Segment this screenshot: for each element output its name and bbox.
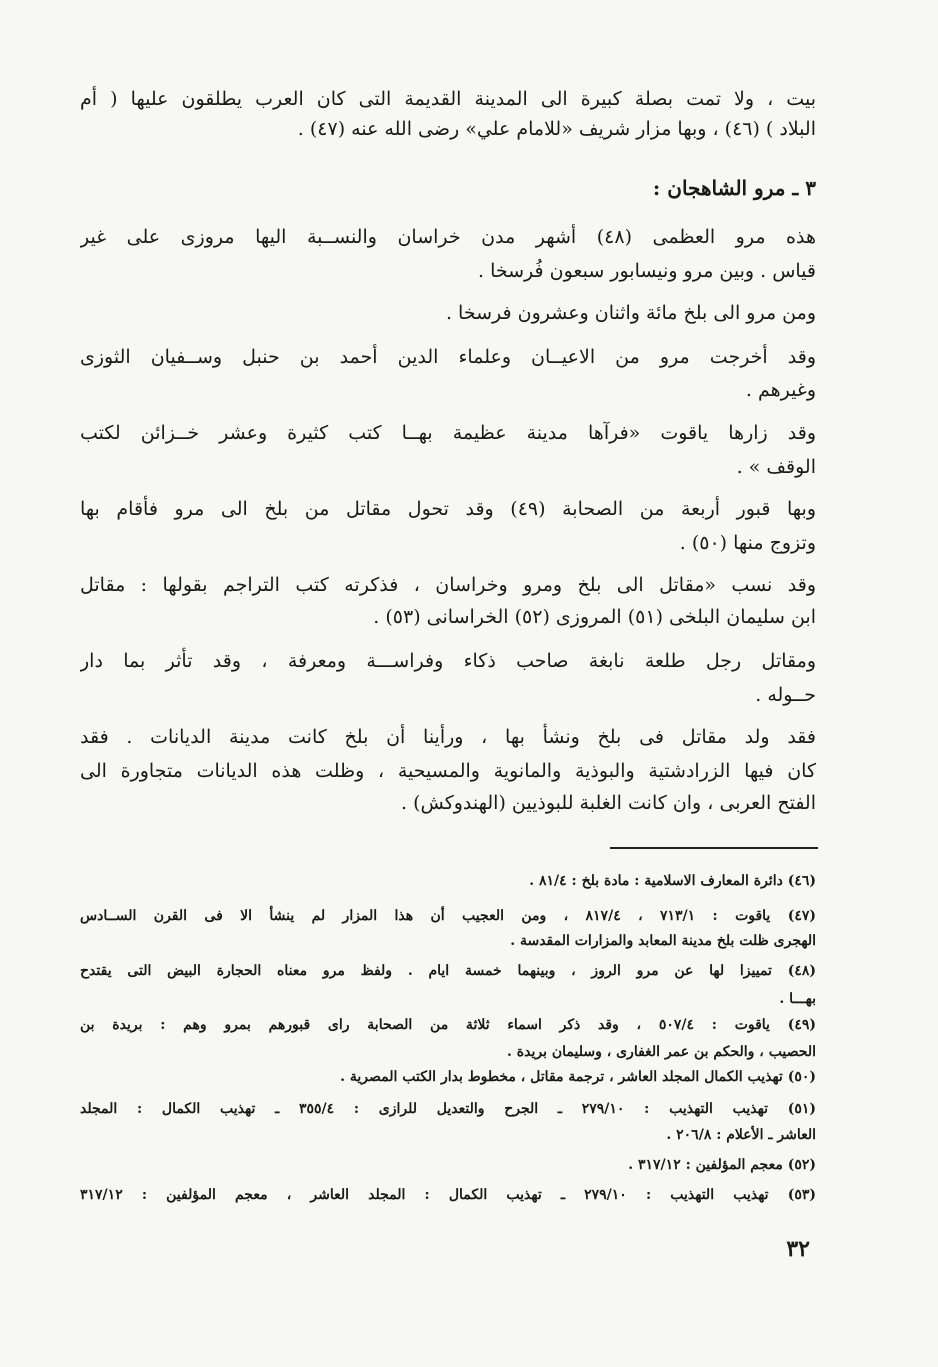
paragraph-8-line-2: كان فيها الزرادشتية والبوذية والمانوية والمسيحية ، وظلت هذه الديانات متجاورة الى [80,760,816,782]
footnote-52: (٥٢) معجم المؤلفين : ٣١٧/١٢ . [628,1157,816,1173]
paragraph-5-line-2: وتزوج منها (٥٠) . [679,532,816,554]
paragraph-8-line-3: الفتح العربى ، وان كانت الغلبة للبوذيين (الهندوكش) . [400,792,816,814]
footnote-48-line-2: بهـــا . [779,991,816,1007]
footnote-51-line-1: (٥١) تهذيب التهذيب : ٢٧٩/١٠ ـ الجرح والتعديل للرازى : ٣٥٥/٤ ـ تهذيب الكمال : المجلد [80,1101,816,1117]
footnote-50: (٥٠) تهذيب الكمال المجلد العاشر ، ترجمة مقاتل ، مخطوط بدار الكتب المصرية . [340,1069,816,1085]
footnote-46: (٤٦) دائرة المعارف الاسلامية : مادة بلخ : ٨١/٤ . [529,873,816,889]
paragraph-5-line-1: وبها قبور أربعة من الصحابة (٤٩) وقد تحول مقاتل من بلخ الى مرو فأقام بها [80,498,816,520]
paragraph-6-line-1: وقد نسب «مقاتل الى بلخ ومرو وخراسان ، فذكرته كتب التراجم بقولها : مقاتل [80,574,816,596]
footnote-47-line-1: (٤٧) ياقوت : ٧١٣/١ ، ٨١٧/٤ ، ومن العجيب أن هذا المزار لم ينشأ الا فى القرن الســادس [80,908,816,924]
footnote-53: (٥٣) تهذيب التهذيب : ٢٧٩/١٠ ـ تهذيب الكمال : المجلد العاشر ، معجم المؤلفين : ٣١٧/١٢ [80,1187,816,1203]
paragraph-4-line-2: الوقف » . [736,456,816,478]
paragraph-7-line-2: حــوله . [755,684,816,706]
paragraph-6-line-2: ابن سليمان البلخى (٥١) المروزى (٥٢) الخراسانى (٥٣) . [373,606,816,628]
paragraph-3-line-1: وقد أخرجت مرو من الاعيــان وعلماء الدين أحمد بن حنبل وســفيان الثوزى [80,346,816,368]
footnote-47-line-2: الهجرى ظلت بلخ مدينة المعابد والمزارات المقدسة . [510,933,816,949]
paragraph-3-line-2: وغيرهم . [745,379,816,401]
footnote-49-line-1: (٤٩) ياقوت : ٥٠٧/٤ ، وقد ذكر اسماء ثلاثة من الصحابة راى قبورهم بمرو وهم : بريدة بن [80,1017,816,1033]
paragraph-7-line-1: ومقاتل رجل طلعة نابغة صاحب ذكاء وفراســـة ومعرفة ، وقد تأثر بما دار [80,650,816,672]
paragraph-4-line-1: وقد زارها ياقوت «فرآها مدينة عظيمة بهــا كتب كثيرة وعشر خــزائن لكتب [80,422,816,444]
intro-line-1: بيت ، ولا تمت بصلة كبيرة الى المدينة القديمة التى كان العرب يطلقون عليها ( أم [80,88,816,110]
paragraph-1-line-1: هذه مرو العظمى (٤٨) أشهر مدن خراسان والنســبة اليها مروزى على غير [80,226,816,248]
footnote-49-line-2: الحصيب ، والحكم بن عمر الغفارى ، وسليمان بريدة . [507,1044,816,1060]
section-heading: ٣ ـ مرو الشاهجان : [652,176,816,200]
footnote-separator [610,847,818,849]
footnote-48-line-1: (٤٨) تمييزا لها عن مرو الروز ، وبينهما خمسة ايام . ولفظ مرو معناه الحجارة البيض التى يقتدح [80,963,816,979]
intro-line-2: البلاد ) (٤٦) ، وبها مزار شريف «للامام علي» رضى الله عنه (٤٧) . [297,118,816,140]
footnote-51-line-2: العاشر ـ الأعلام : ٢٠٦/٨ . [666,1127,816,1143]
paragraph-2-line-1: ومن مرو الى بلخ مائة واثنان وعشرون فرسخا . [445,302,816,324]
paragraph-1-line-2: قياس . وبين مرو ونيسابور سبعون فُرسخا . [478,260,816,282]
paragraph-8-line-1: فقد ولد مقاتل فى بلخ ونشأ بها ، ورأينا أن بلخ كانت مدينة الديانات . فقد [80,726,816,748]
page-number: ٣٢ [786,1236,810,1262]
